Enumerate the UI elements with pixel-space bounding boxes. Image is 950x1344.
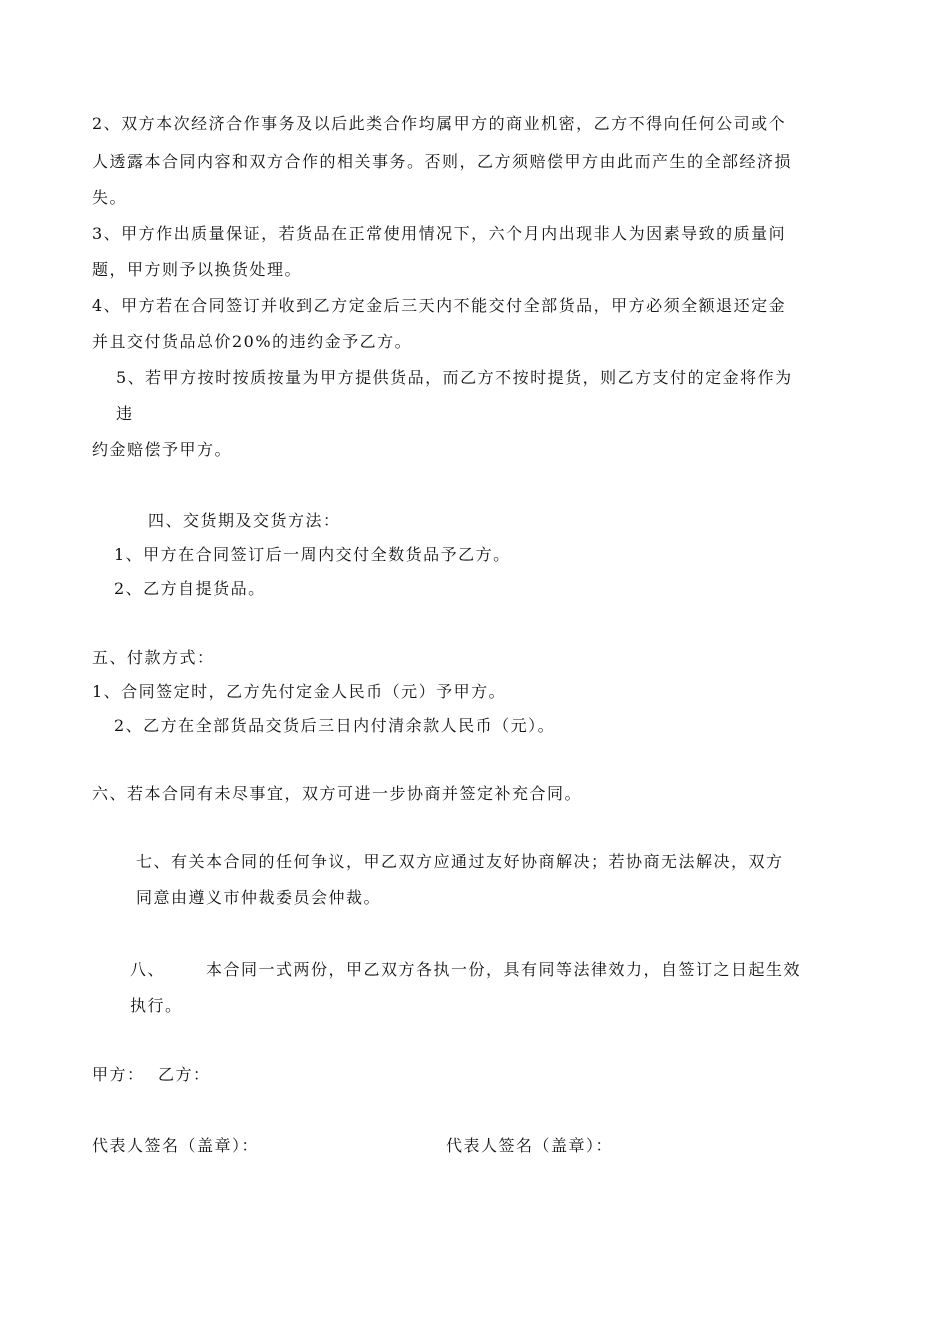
section-4-item-1: 1、甲方在合同签订后一周内交付全数货品予乙方。 [114, 545, 511, 564]
section-4-heading: 四、交货期及交货方法： [148, 511, 341, 530]
section-5-item-2: 2、乙方在全部货品交货后三日内付清余款人民币（元）。 [114, 716, 556, 735]
clause-2-line-1: 2、双方本次经济合作事务及以后此类合作均属甲方的商业机密，乙方不得向任何公司或个 [92, 114, 787, 133]
clause-5-line-3: 约金赔偿予甲方。 [92, 440, 233, 459]
clause-5-line-1: 5、若甲方按时按质按量为甲方提供货品，而乙方不按时提货，则乙方支付的定金将作为 [116, 368, 793, 387]
section-8-line-1: 本合同一式两份，甲乙双方各执一份，具有同等法律效力，自签订之日起生效 [206, 960, 802, 979]
party-b-representative-signature: 代表人签名（盖章）： [446, 1136, 614, 1155]
section-8-number: 八、 [130, 960, 166, 979]
section-6-text: 六、若本合同有未尽事宜，双方可进一步协商并签定补充合同。 [92, 784, 583, 803]
section-5-item-1: 1、合同签定时，乙方先付定金人民币（元）予甲方。 [92, 682, 507, 701]
party-b-label: 乙方： [158, 1065, 211, 1084]
clause-4-line-1: 4、甲方若在合同签订并收到乙方定金后三天内不能交付全部货品，甲方必须全额退还定金 [92, 296, 787, 315]
party-a-label: 甲方： [92, 1065, 145, 1084]
section-4-item-2: 2、乙方自提货品。 [114, 579, 266, 598]
section-7-line-2: 同意由遵义市仲裁委员会仲裁。 [136, 888, 382, 907]
section-7-line-1: 七、有关本合同的任何争议，甲乙双方应通过友好协商解决；若协商无法解决，双方 [136, 852, 784, 871]
clause-2-line-3: 失。 [92, 188, 128, 207]
clause-5-line-2: 违 [116, 404, 134, 423]
party-a-representative-signature: 代表人签名（盖章）： [92, 1136, 260, 1155]
clause-3-line-2: 题，甲方则予以换货处理。 [92, 260, 303, 279]
clause-4-line-2: 并且交付货品总价20%的违约金予乙方。 [92, 332, 413, 351]
section-5-heading: 五、付款方式： [92, 648, 215, 667]
clause-2-line-2: 人透露本合同内容和双方合作的相关事务。否则，乙方须赔偿甲方由此而产生的全部经济损 [92, 152, 793, 171]
clause-3-line-1: 3、甲方作出质量保证，若货品在正常使用情况下，六个月内出现非人为因素导致的质量问 [92, 224, 787, 243]
section-8-line-2: 执行。 [130, 996, 183, 1015]
